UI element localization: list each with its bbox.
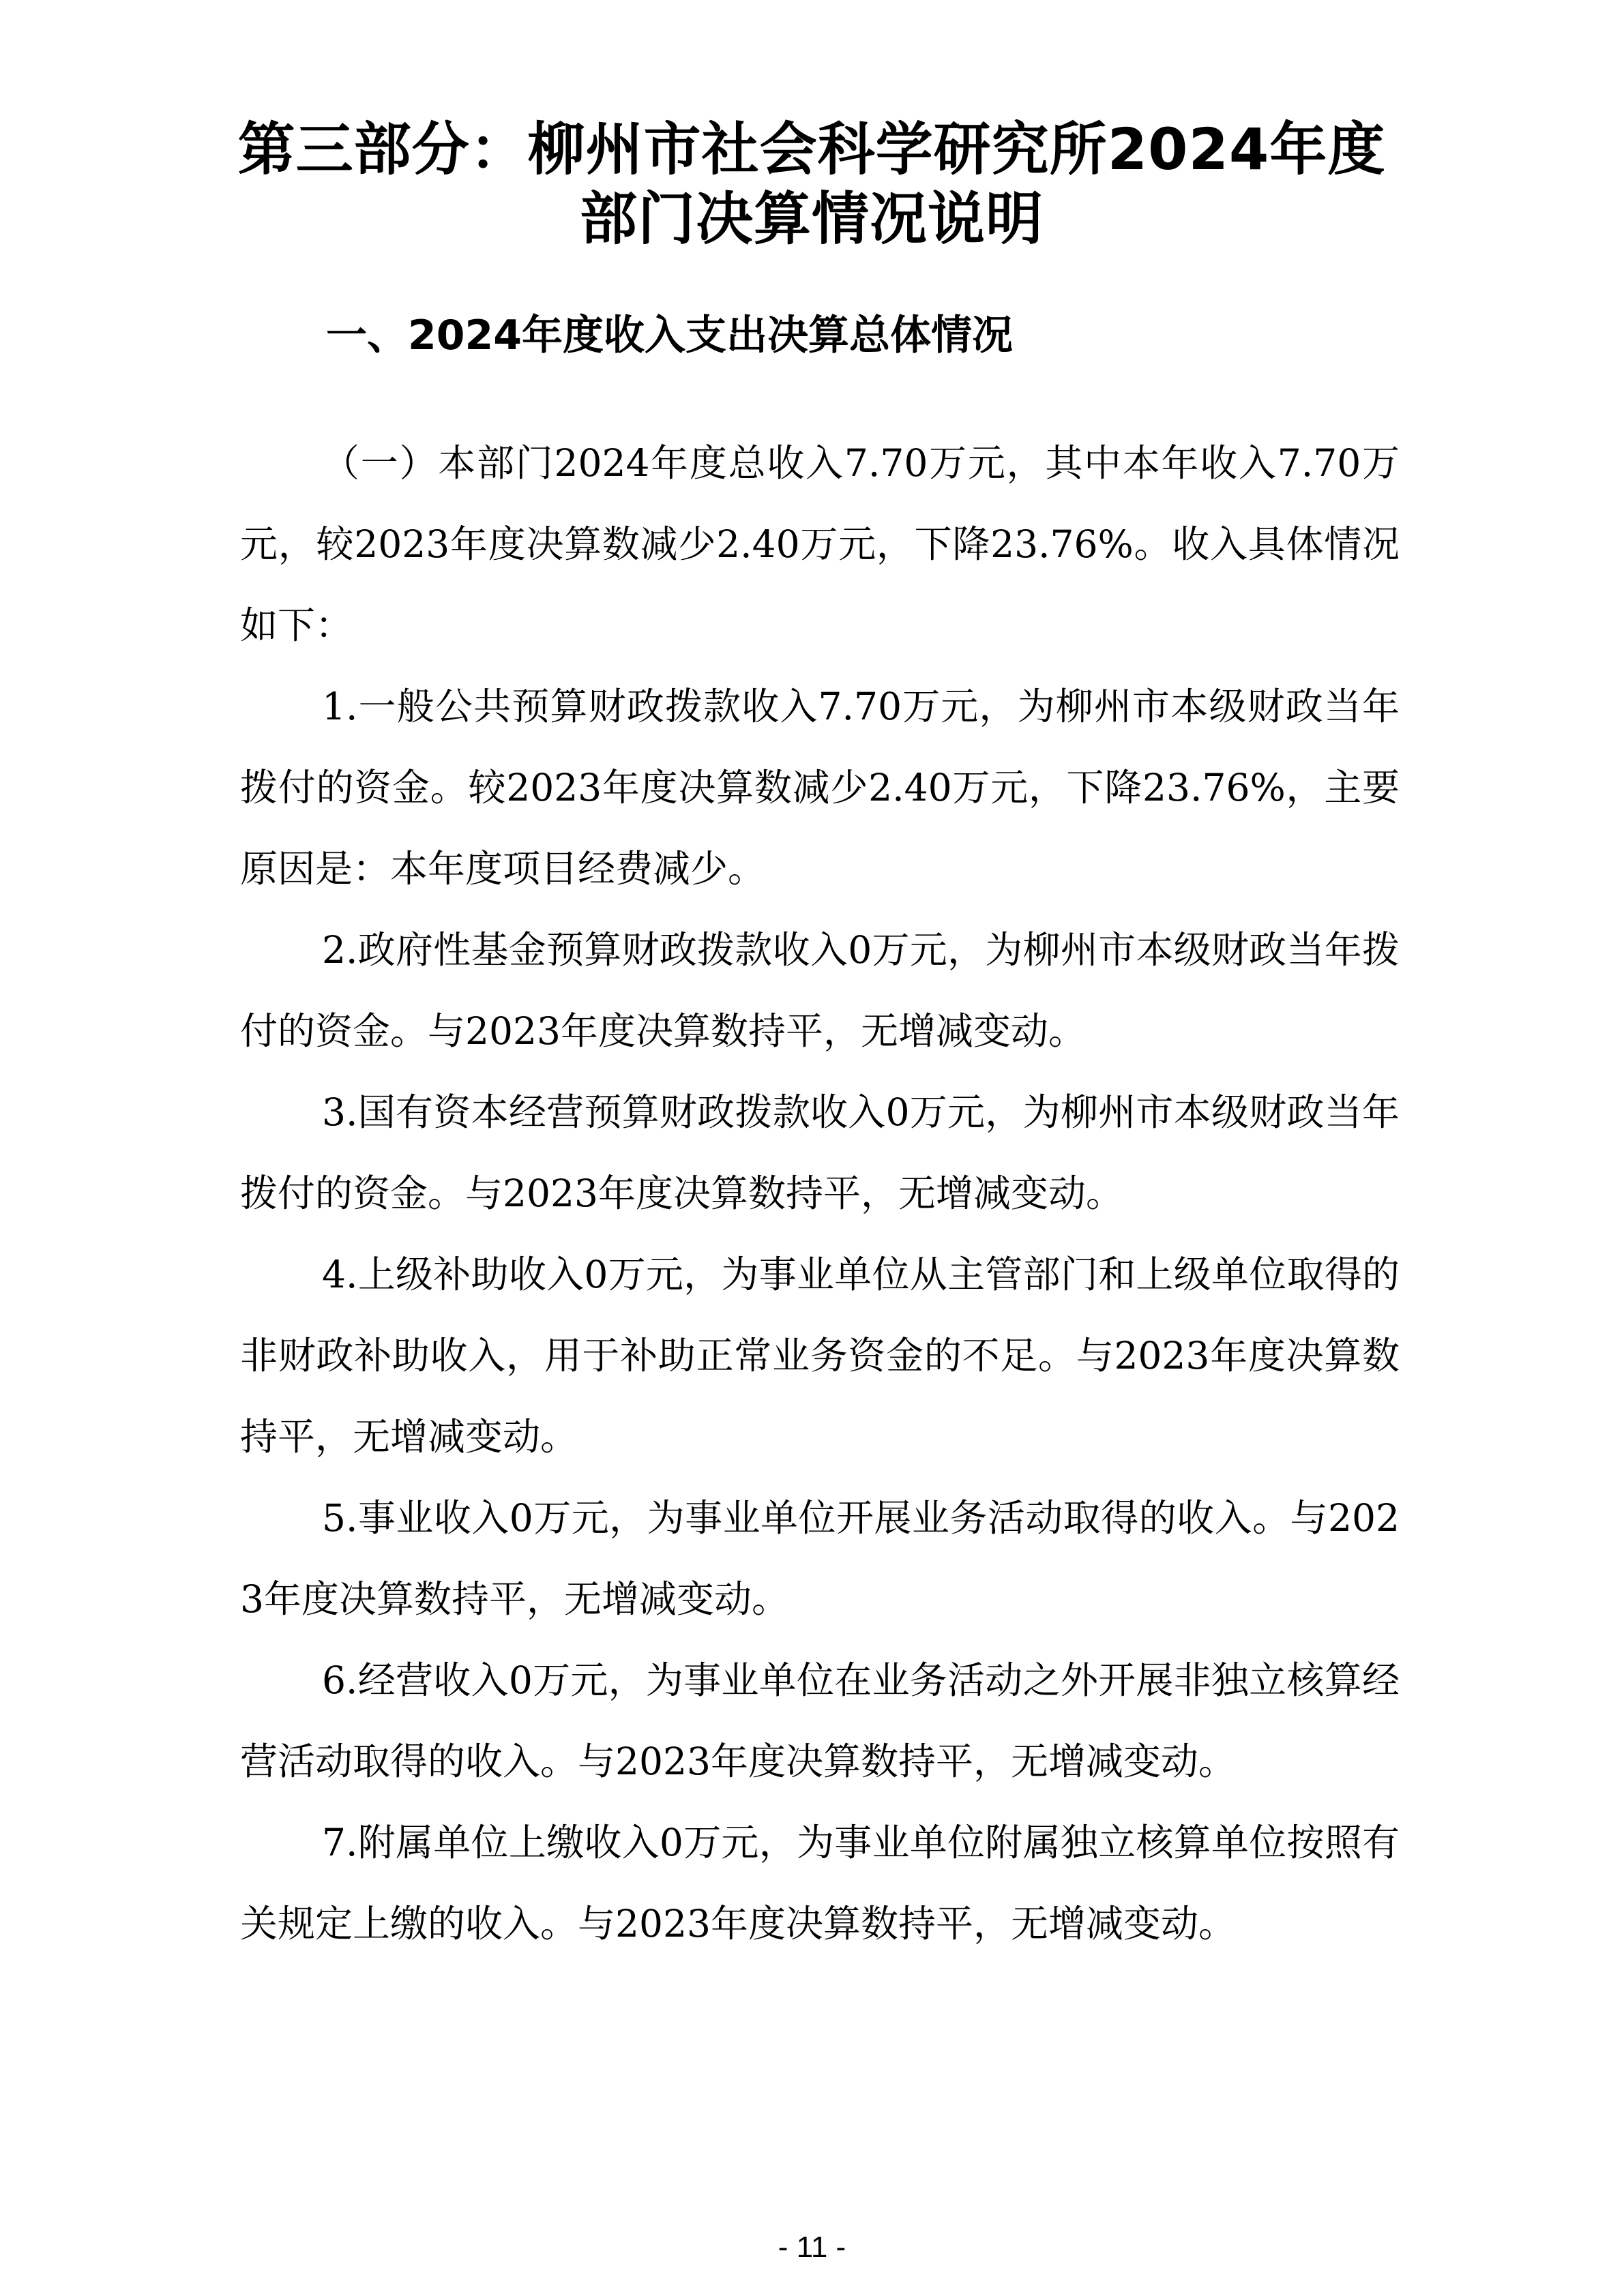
- paragraph-item-6: 6.经营收入0万元，为事业单位在业务活动之外开展非独立核算经营活动取得的收入。与2023年度决算数持平，无增减变动。: [240, 1658, 1400, 1783]
- paragraph-item-1: 1.一般公共预算财政拨款收入7.70万元，为柳州市本级财政当年拨付的资金。较2023年度决算数减少2.40万元，下降23.76%，主要原因是：本年度项目经费减少。: [240, 685, 1400, 891]
- document-title-line-1: 第三部分：柳州市社会科学研究所2024年度: [237, 116, 1386, 183]
- document-body: [240, 423, 1400, 1965]
- paragraph-item-4: 4.上级补助收入0万元，为事业单位从主管部门和上级单位取得的非财政补助收入，用于补助正常业务资金的不足。与2023年度决算数持平，无增减变动。: [240, 1253, 1400, 1459]
- paragraph-item-7: 7.附属单位上缴收入0万元，为事业单位附属独立核算单位按照有关规定上缴的收入。与2023年度决算数持平，无增减变动。: [240, 1821, 1400, 1945]
- paragraph-item-2: 2.政府性基金预算财政拨款收入0万元，为柳州市本级财政当年拨付的资金。与2023年度决算数持平，无增减变动。: [240, 928, 1400, 1053]
- document-title-line-2: 部门决算情况说明: [579, 185, 1044, 252]
- document-title: [205, 115, 1419, 254]
- paragraph-overview: （一）本部门2024年度总收入7.70万元，其中本年收入7.70万元，较2023年度决算数减少2.40万元，下降23.76%。收入具体情况如下：: [240, 441, 1400, 647]
- paragraph-item-3: 3.国有资本经营预算财政拨款收入0万元，为柳州市本级财政当年拨付的资金。与2023年度决算数持平，无增减变动。: [240, 1090, 1400, 1215]
- section-heading: 一、2024年度收入支出决算总体情况: [326, 312, 1013, 359]
- paragraph-item-5: 5.事业收入0万元，为事业单位开展业务活动取得的收入。与2023年度决算数持平，无增减变动。: [240, 1496, 1400, 1621]
- page-number: - 11 -: [778, 2231, 846, 2264]
